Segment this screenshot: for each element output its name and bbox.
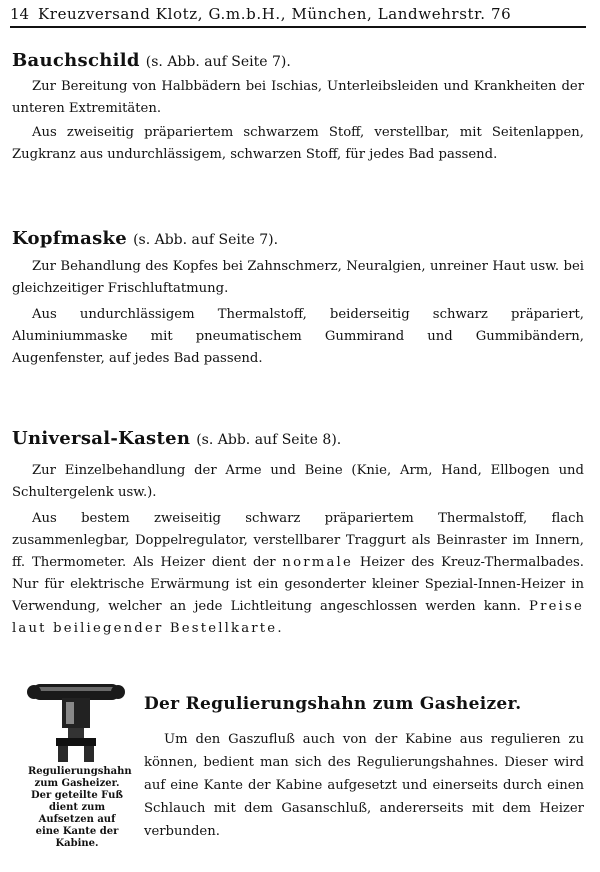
section-title-bauchschild — [12, 50, 291, 71]
paragraph-part: Heizer des Kreuz-Thermalbades. Nur für elektrische Erwärmung ist ein gesonderter kleiner Spezial-Innen-Heizer in Verwendung, welcher an jede Lichtleitung angeschlossen werden kann. — [12, 555, 584, 614]
section-figure-ref: (s. Abb. auf Seite 8). — [196, 432, 342, 448]
section-paragraph-long — [12, 508, 584, 640]
tap-handle-icon — [27, 684, 125, 700]
section-paragraph: Zur Bereitung von Halbbädern bei Ischias, Unterleibsleiden und Krankheiten der unteren Extremitäten. — [12, 79, 584, 116]
section-figure-ref: (s. Abb. auf Seite 7). — [145, 54, 291, 70]
price-note: Preise laut beiliegender Bestellkarte. — [12, 599, 584, 636]
regulator-title: Der Regulierungshahn zum Gasheizer. — [144, 694, 522, 714]
section-title-universal-kasten — [12, 428, 341, 449]
section-title-text: Universal-Kasten — [12, 428, 191, 449]
regulator-tap-illustration — [26, 676, 126, 766]
section-title-text: Kopfmaske — [12, 228, 128, 249]
page-number: 14 — [10, 5, 30, 23]
page-header — [10, 2, 586, 28]
regulator-paragraph: Um den Gaszufluß auch von der Kabine aus regulieren zu können, bedient man sich des Regulierungshahnes. Dieser wird auf eine Kante der Kabine aufgesetzt und einerseits durch einen Schlauch mit dem Gasanschluß, andererseits mit dem Heizer verbunden. — [144, 732, 584, 839]
section-figure-ref: (s. Abb. auf Seite 7). — [133, 232, 279, 248]
section-paragraph: Aus undurchlässigem Thermalstoff, beiderseitig schwarz präpariert, Aluminiummaske mit pneumatischem Gummirand und Gummibändern, Augenfenster, auf jedes Bad passend. — [12, 307, 584, 366]
section-title-text: Bauchschild — [12, 50, 140, 71]
tap-body-icon — [56, 698, 96, 762]
section-title-kopfmaske — [12, 228, 278, 249]
section-paragraph: Aus zweiseitig präpariertem schwarzem Stoff, verstellbar, mit Seitenlappen, Zugkranz aus undurchlässigem, schwarzen Stoff, für jedes Bad passend. — [12, 125, 584, 162]
spaced-word: normale — [282, 555, 353, 570]
section-paragraph: Zur Behandlung des Kopfes bei Zahnschmerz, Neuralgien, unreiner Haut usw. bei gleichzeitiger Frischluftatmung. — [12, 259, 584, 296]
section-paragraph: Zur Einzelbehandlung der Arme und Beine (Knie, Arm, Hand, Ellbogen und Schultergelenk usw.). — [12, 463, 584, 500]
figure-caption: Regulierungshahn zum Gasheizer. Der geteilte Fuß dient zum Aufsetzen auf eine Kante der Kabine. — [28, 766, 132, 849]
paragraph-part: Aus bestem zweiseitig schwarz präpariertem Thermalstoff, flach zusammenlegbar, Doppelregulator, verstellbarer Traggurt als Beinraster im Innern, ff. Thermometer. Als Heizer dient der — [12, 511, 584, 570]
header-text: Kreuzversand Klotz, G.m.b.H., München, Landwehrstr. 76 — [38, 5, 512, 23]
